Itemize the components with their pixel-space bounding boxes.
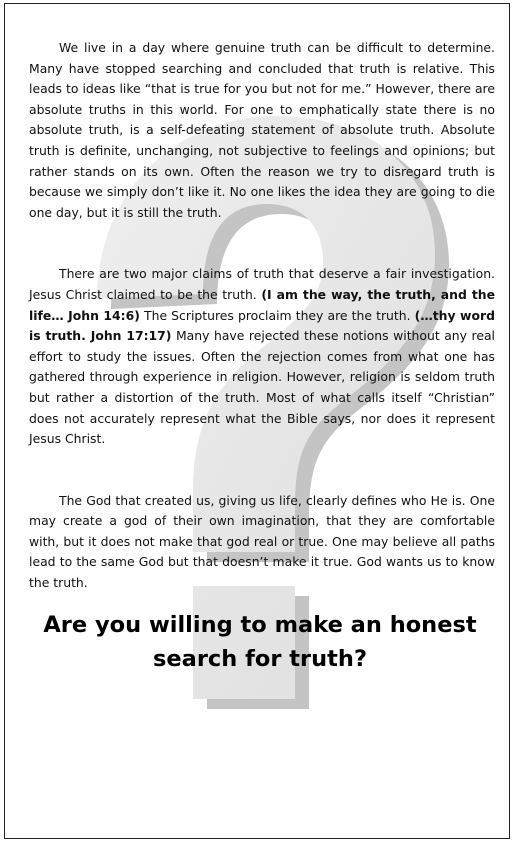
scripture-reference-john-17-17: (…thy word is truth. John 17:17) bbox=[29, 307, 495, 344]
paragraph-text: The Scriptures proclaim they are the truth. bbox=[139, 307, 415, 323]
paragraph-text: We live in a day where genuine truth can be difficult to determine. Many have stopped searching and concluded that truth is relative. This leads to ideas like “that is true for you but not for me.” However, there are absolute truths in this world. For one to emphatically state there is no absolute truth, is a self-defeating statement of absolute truth. Absolute truth is definite, unchanging, not subjective to feelings and opinions; but rather stands on its own. Often the reason we try to disregard truth is because we simply don’t like it. No one likes the idea they are going to die one day, but it is still the truth. bbox=[29, 40, 495, 220]
tract-page bbox=[4, 3, 510, 839]
paragraph-text: Many have rejected these notions without any real effort to study the issues. Often the rejection comes from what one has gathered through experience in religion. However, religion is seldom truth but rather a distortion of the truth. Most of what calls itself “Christian” does not accurately represent what the Bible says, nor does it represent Jesus Christ. bbox=[29, 328, 495, 447]
paragraph-text: The God that created us, giving us life, clearly defines who He is. One may create a god of their own imagination, that they are comfortable with, but it does not make that god real or true. One may believe all paths lead to the same God but that doesn’t make it true. God wants us to know the truth. bbox=[29, 492, 495, 591]
closing-question-heading: Are you willing to make an honest search for truth? bbox=[43, 611, 477, 672]
tract-content bbox=[5, 4, 509, 676]
paragraph-god-defines bbox=[29, 491, 495, 594]
paragraph-claims-of-truth bbox=[29, 264, 495, 449]
paragraph-text: There are two major claims of truth that deserve a fair investigation. Jesus Christ claimed to be the truth. bbox=[29, 266, 495, 302]
paragraph-absolute-truth bbox=[29, 38, 495, 223]
scripture-reference-john-14-6: (I am the way, the truth, and the life… John 14:6) bbox=[29, 286, 495, 323]
